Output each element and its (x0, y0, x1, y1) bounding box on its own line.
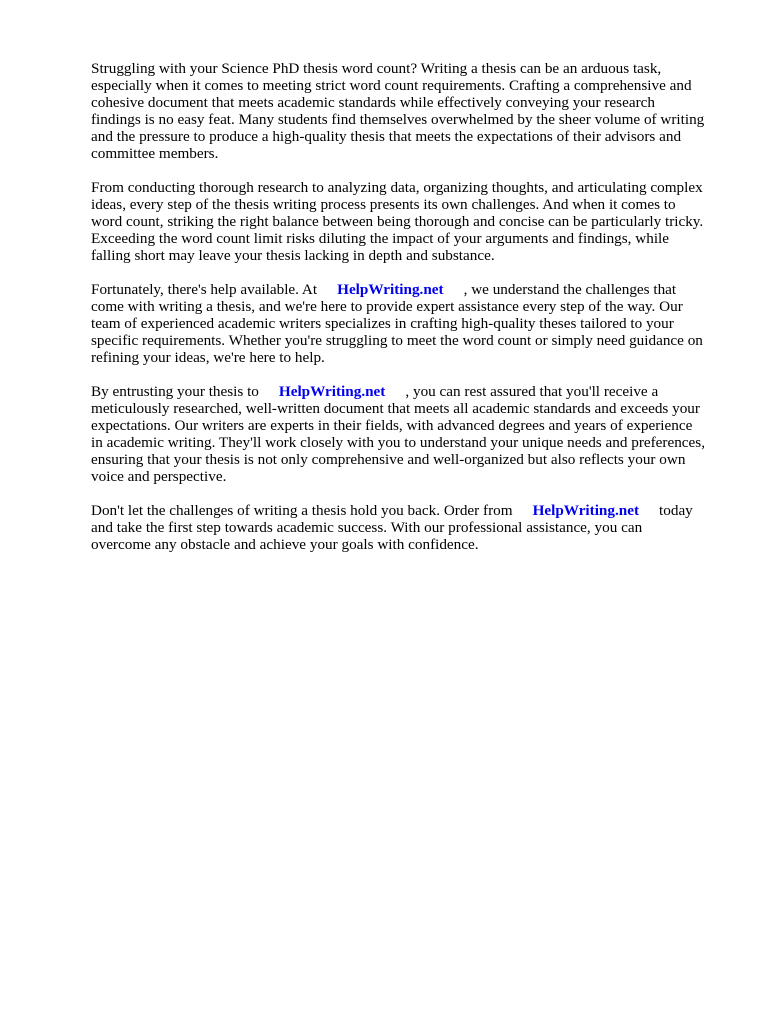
paragraph-cta-text-before: Don't let the challenges of writing a thesis hold you back. Order from (91, 502, 513, 519)
paragraph-challenges: From conducting thorough research to analyzing data, organizing thoughts, and articulating complex ideas, every step of the thesis writing process presents its own challenges. And when it comes to word count, striking the right balance between being thorough and concise can be particularly tricky. Exceeding the word count limit risks diluting the impact of your arguments and findings, while falling short may leave your thesis lacking in depth and substance. (91, 179, 704, 264)
document-body (91, 60, 721, 570)
helpwriting-link[interactable]: HelpWriting.net (278, 383, 386, 400)
paragraph-cta-text-after: today and take the first step towards academic success. With our professional assistance, you can overcome any obstacle and achieve your goals with confidence. (91, 502, 693, 553)
paragraph-call-to-action (91, 502, 721, 553)
paragraph-entrusting-text-after: , you can rest assured that you'll receive a meticulously researched, well-written document that meets all academic standards and exceeds your expectations. Our writers are experts in their fields, with advanced degrees and years of experience in academic writing. They'll work closely with you to understand your unique needs and preferences, ensuring that your thesis is not only comprehensive and well-organized but also reflects your own voice and perspective. (91, 383, 705, 485)
paragraph-help (91, 281, 721, 366)
helpwriting-link[interactable]: HelpWriting.net (532, 502, 640, 519)
paragraph-entrusting-text-before: By entrusting your thesis to (91, 383, 259, 400)
paragraph-intro: Struggling with your Science PhD thesis word count? Writing a thesis can be an arduous task, especially when it comes to meeting strict word count requirements. Crafting a comprehensive and cohesive document that meets academic standards while effectively conveying your research findings is no easy feat. Many students find themselves overwhelmed by the sheer volume of writing and the pressure to produce a high-quality thesis that meets the expectations of their advisors and committee members. (91, 60, 705, 162)
paragraph-help-text-after: , we understand the challenges that come with writing a thesis, and we're here to provide expert assistance every step of the way. Our team of experienced academic writers specializes in crafting high-quality theses tailored to your specific requirements. Whether you're struggling to meet the word count or simply need guidance on refining your ideas, we're here to help. (91, 281, 703, 366)
paragraph-entrusting (91, 383, 721, 485)
paragraph-help-text-before: Fortunately, there's help available. At (91, 281, 318, 298)
helpwriting-link[interactable]: HelpWriting.net (337, 281, 444, 298)
